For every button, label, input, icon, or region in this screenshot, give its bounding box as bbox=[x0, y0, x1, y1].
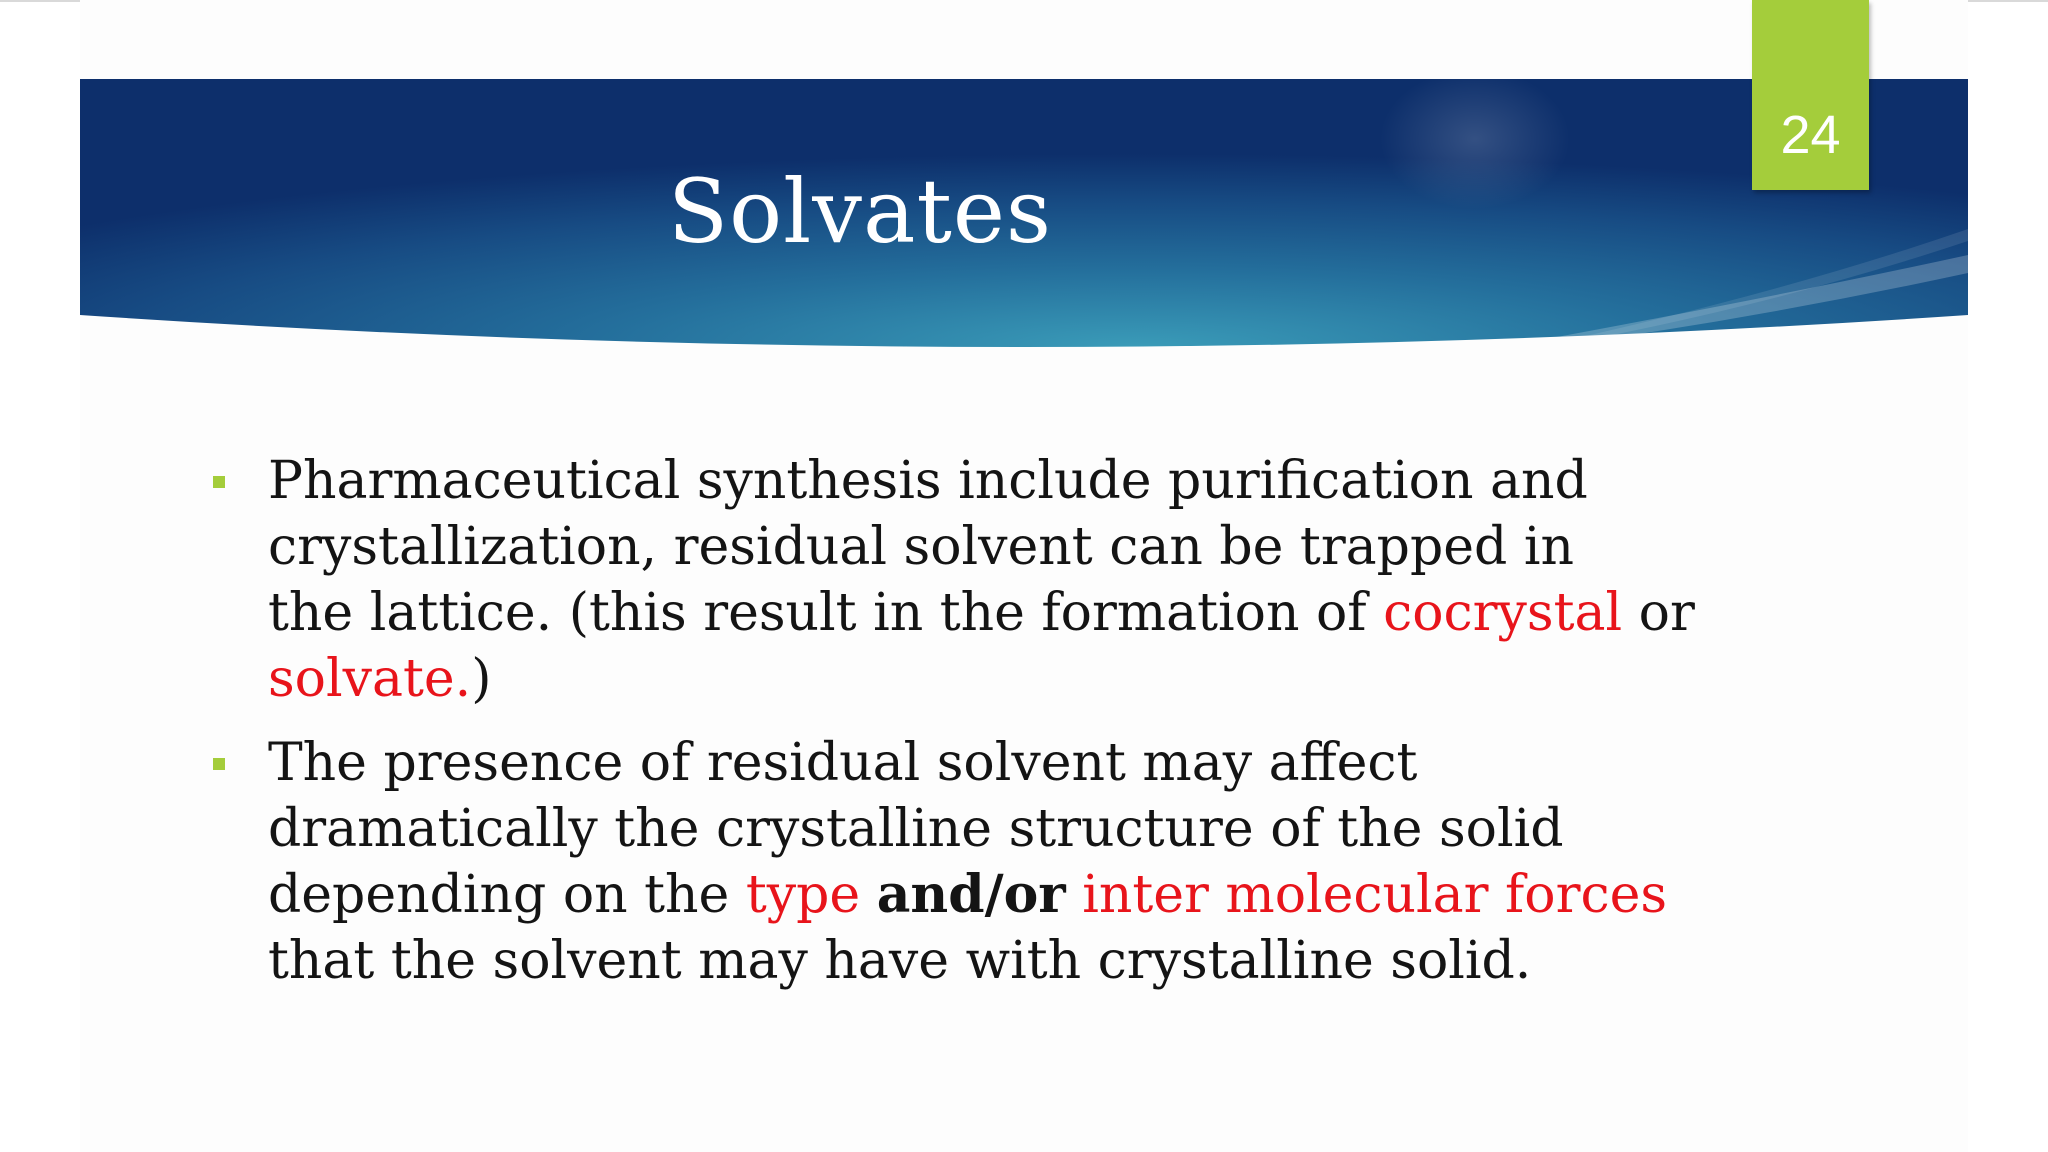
bullet-text: depending on the bbox=[268, 865, 746, 925]
highlighted-term: cocrystal bbox=[1383, 583, 1623, 643]
bullet-text: The presence of residual solvent may affect bbox=[268, 733, 1418, 793]
bold-term: and/or bbox=[876, 864, 1066, 925]
bullet-text bbox=[1066, 865, 1083, 925]
page-number: 24 bbox=[1780, 105, 1841, 165]
bullet-line bbox=[268, 862, 1710, 928]
bullet-text bbox=[860, 865, 877, 925]
page-number-tab bbox=[1752, 0, 1869, 190]
bullet-text: crystallization, residual solvent can be trapped in bbox=[268, 517, 1574, 577]
bullet-item bbox=[210, 448, 1710, 712]
bullet-text: Pharmaceutical synthesis include purification and bbox=[268, 451, 1588, 511]
bullet-line bbox=[268, 928, 1710, 994]
bullet-line bbox=[268, 730, 1710, 796]
bullet-text: that the solvent may have with crystalline solid. bbox=[268, 931, 1532, 991]
bullet-line bbox=[268, 796, 1710, 862]
highlighted-term: inter molecular forces bbox=[1082, 865, 1668, 925]
bullet-line bbox=[268, 514, 1710, 580]
bullet-line bbox=[268, 448, 1710, 514]
slide-title: Solvates bbox=[667, 160, 1053, 263]
bullet-text: dramatically the crystalline structure of the solid bbox=[268, 799, 1564, 859]
bullet-line bbox=[268, 646, 1710, 712]
square-bullet-icon bbox=[213, 758, 225, 770]
highlighted-term: type bbox=[745, 865, 861, 925]
square-bullet-icon bbox=[213, 476, 225, 488]
highlighted-term: solvate. bbox=[268, 649, 472, 709]
bullet-list bbox=[210, 448, 1710, 1012]
bullet-line bbox=[268, 580, 1710, 646]
bullet-text: or bbox=[1622, 583, 1695, 643]
bullet-item bbox=[210, 730, 1710, 994]
bullet-text: ) bbox=[471, 649, 492, 709]
bullet-text: the lattice. (this result in the formation of bbox=[268, 583, 1384, 643]
